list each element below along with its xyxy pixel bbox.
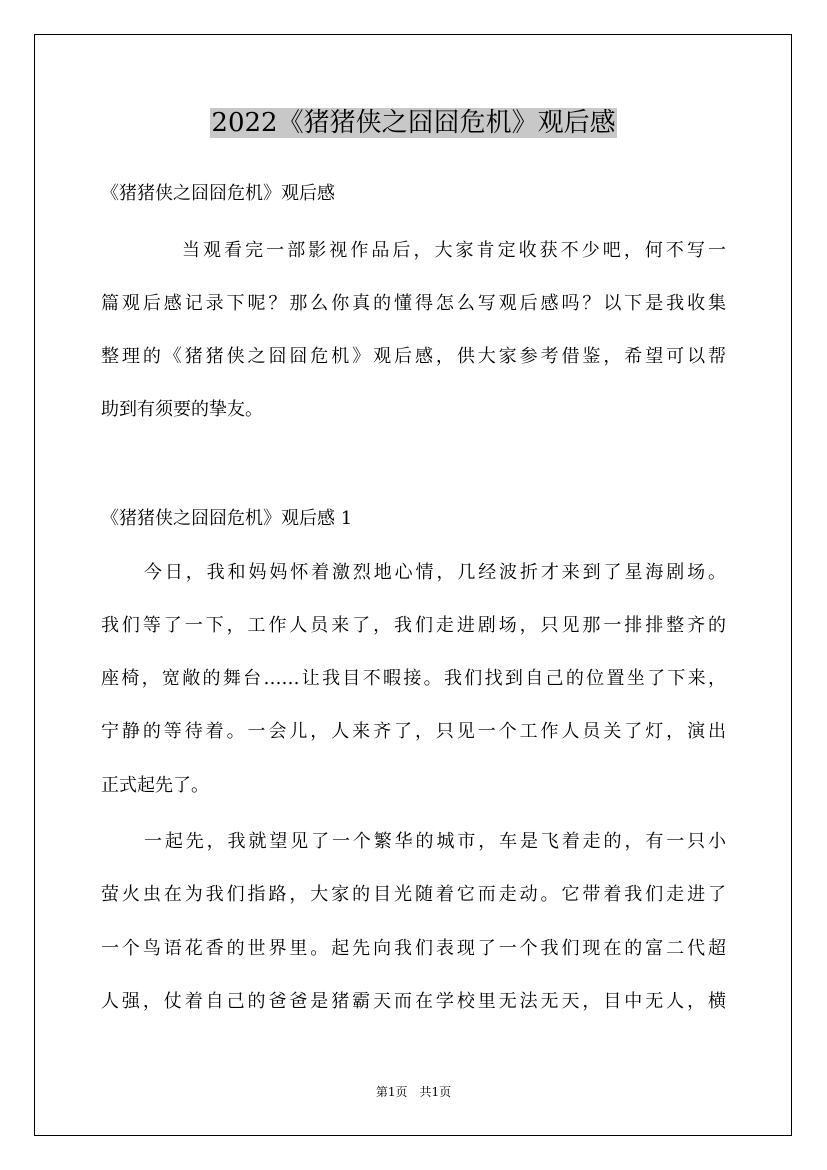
- page-footer: 第1页 共1页: [375, 1085, 452, 1099]
- paragraph1-line-4: 宁静的等待着。一会儿，人来齐了，只见一个工作人员关了灯，演出: [101, 721, 726, 742]
- document-title: [0, 103, 827, 143]
- paragraph1-line-1: 今日，我和妈妈怀着激烈地心情，几经波折才来到了星海剧场。: [144, 562, 726, 583]
- intro-line-3: 整理的《猪猪侠之囧囧危机》观后感，供大家参考借鉴，希望可以帮: [101, 346, 726, 367]
- paragraph2-line-2: 萤火虫在为我们指路，大家的目光随着它而走动。它带着我们走进了: [101, 884, 726, 905]
- paragraph2-line-1: 一起先，我就望见了一个繁华的城市，车是飞着走的，有一只小: [144, 831, 726, 852]
- document-title-text: 2022《猪猪侠之囧囧危机》观后感: [211, 108, 616, 138]
- paragraph1-line-5: 正式起先了。: [101, 775, 209, 796]
- paragraph2-line-4: 人强，仗着自己的爸爸是猪霸天而在学校里无法无天，目中无人，横: [101, 991, 726, 1012]
- paragraph1-line-3: 座椅，宽敞的舞台……让我目不暇接。我们找到自己的位置坐了下来，: [101, 668, 726, 689]
- intro-line-2: 篇观后感记录下呢？那么你真的懂得怎么写观后感吗？以下是我收集: [101, 293, 726, 314]
- intro-line-4: 助到有须要的挚友。: [101, 399, 263, 420]
- intro-line-1: 当观看完一部影视作品后，大家肯定收获不少吧，何不写一: [182, 240, 726, 261]
- paragraph2-line-3: 一个鸟语花香的世界里。起先向我们表现了一个我们现在的富二代超: [101, 938, 726, 959]
- paragraph1-line-2: 我们等了一下，工作人员来了，我们走进剧场，只见那一排排整齐的: [101, 615, 726, 636]
- subtitle: 《猪猪侠之囧囧危机》观后感: [101, 183, 335, 204]
- section-title: 《猪猪侠之囧囧危机》观后感 1: [101, 508, 353, 529]
